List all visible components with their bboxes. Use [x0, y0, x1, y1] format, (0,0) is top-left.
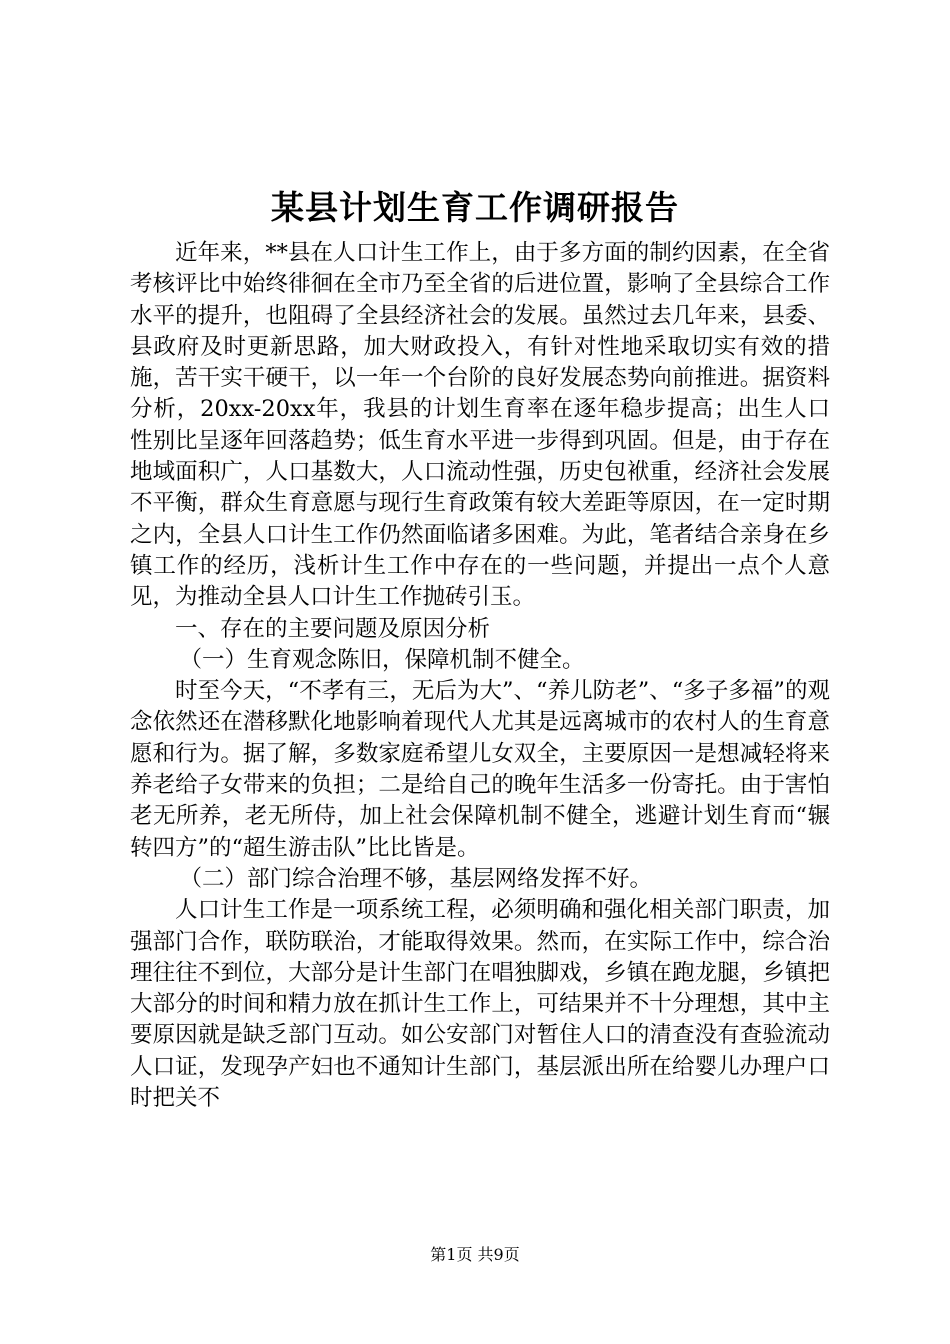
document-title: 某县计划生育工作调研报告	[271, 188, 679, 227]
subsection-heading-2: （二）部门综合治理不够，基层网络发挥不好。	[179, 865, 653, 892]
page-number: 第1页 共9页	[430, 1245, 520, 1264]
section-heading: 一、存在的主要问题及原因分析	[175, 615, 491, 642]
body-paragraph-1: 时至今天，“不孝有三，无后为大”、“养儿防老”、“多子多福”的观念依然还在潜移默化地影响着现代人尤其是远离城市的农村人的生育意愿和行为。据了解，多数家庭希望儿女双全，主要原因一是想减轻将来养老给子女带来的负担；二是给自己的晚年生活多一份寄托。由于害怕老无所养，老无所侍，加上社会保障机制不健全，逃避计划生育而“辗转四方”的“超生游击队”比比皆是。	[130, 678, 830, 861]
body-paragraph-2: 人口计生工作是一项系统工程，必须明确和强化相关部门职责，加强部门合作，联防联治，才能取得效果。然而，在实际工作中，综合治理往往不到位，大部分是计生部门在唱独脚戏，乡镇在跑龙腿，乡镇把大部分的时间和精力放在抓计生工作上，可结果并不十分理想，其中主要原因就是缺乏部门互动。如公安部门对暂住人口的清查没有查验流动人口证，发现孕产妇也不通知计生部门，基层派出所在给婴儿办理户口时把关不	[130, 897, 830, 1112]
document-body	[130, 238, 830, 1114]
intro-paragraph: 近年来，**县在人口计生工作上，由于多方面的制约因素，在全省考核评比中始终徘徊在全市乃至全省的后进位置，影响了全县综合工作水平的提升，也阻碍了全县经济社会的发展。虽然过去几年来，县委、县政府及时更新思路，加大财政投入，有针对性地采取切实有效的措施，苦干实干硬干，以一年一个台阶的良好发展态势向前推进。据资料分析，20xx-20xx年，我县的计划生育率在逐年稳步提高；出生人口性别比呈逐年回落趋势；低生育水平进一步得到巩固。但是，由于存在地域面积广，人口基数大，人口流动性强，历史包袱重，经济社会发展不平衡，群众生育意愿与现行生育政策有较大差距等原因，在一定时期之内，全县人口计生工作仍然面临诸多困难。为此，笔者结合亲身在乡镇工作的经历，浅析计生工作中存在的一些问题，并提出一点个人意见，为推动全县人口计生工作抛砖引玉。	[130, 240, 830, 611]
subsection-heading-1: （一）生育观念陈旧，保障机制不健全。	[179, 646, 585, 673]
